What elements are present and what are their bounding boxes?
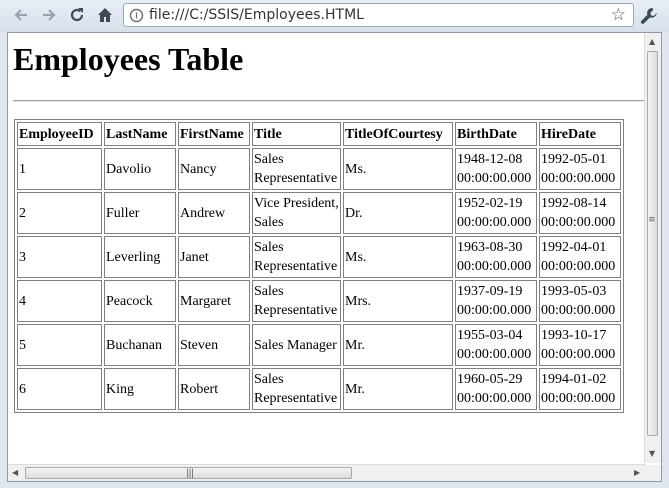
horizontal-rule <box>13 100 645 102</box>
cell-titleofcourtesy: Mr. <box>343 368 453 410</box>
cell-lastname: Davolio <box>104 148 176 190</box>
cell-titleofcourtesy: Mrs. <box>343 280 453 322</box>
cell-lastname: King <box>104 368 176 410</box>
table-row <box>17 368 621 410</box>
cell-titleofcourtesy: Ms. <box>343 148 453 190</box>
horizontal-scrollbar[interactable] <box>8 464 646 481</box>
cell-employeeid: 2 <box>17 192 102 234</box>
cell-birthdate: 1955-03-04 00:00:00.000 <box>455 324 537 366</box>
table-row <box>17 324 621 366</box>
scrollbar-corner <box>645 465 661 481</box>
star-icon[interactable]: ☆ <box>610 5 626 25</box>
cell-lastname: Buchanan <box>104 324 176 366</box>
cell-birthdate: 1948-12-08 00:00:00.000 <box>455 148 537 190</box>
header-birthdate: BirthDate <box>455 122 537 146</box>
header-employeeid: EmployeeID <box>17 122 102 146</box>
grip-icon: ||| <box>186 468 194 479</box>
cell-employeeid: 3 <box>17 236 102 278</box>
table-header-row <box>17 122 621 146</box>
vertical-scroll-thumb[interactable] <box>647 51 658 436</box>
scroll-right-arrow-icon[interactable]: ▶ <box>634 468 641 477</box>
cell-lastname: Peacock <box>104 280 176 322</box>
scroll-up-arrow-icon[interactable]: ▲ <box>649 37 656 46</box>
cell-firstname: Andrew <box>178 192 250 234</box>
address-bar[interactable] <box>123 3 634 27</box>
cell-titleofcourtesy: Ms. <box>343 236 453 278</box>
cell-lastname: Leverling <box>104 236 176 278</box>
cell-firstname: Nancy <box>178 148 250 190</box>
reload-icon[interactable] <box>66 4 88 26</box>
page-title: Employees Table <box>13 41 244 77</box>
cell-firstname: Steven <box>178 324 250 366</box>
forward-arrow-icon[interactable] <box>38 4 60 26</box>
url-text[interactable]: file:///C:/SSIS/Employees.HTML <box>149 7 364 23</box>
table-row <box>17 192 621 234</box>
cell-hiredate: 1992-08-14 00:00:00.000 <box>539 192 621 234</box>
cell-title: Sales Representative <box>252 148 341 190</box>
page-viewport <box>7 32 662 482</box>
table-row <box>17 236 621 278</box>
vertical-scrollbar[interactable] <box>644 33 661 463</box>
cell-hiredate: 1992-04-01 00:00:00.000 <box>539 236 621 278</box>
horizontal-scroll-thumb[interactable] <box>25 467 352 479</box>
header-firstname: FirstName <box>178 122 250 146</box>
back-arrow-icon[interactable] <box>10 4 32 26</box>
header-titleofcourtesy: TitleOfCourtesy <box>343 122 453 146</box>
cell-employeeid: 1 <box>17 148 102 190</box>
header-hiredate: HireDate <box>539 122 621 146</box>
page-icon <box>129 8 144 23</box>
browser-toolbar <box>0 0 669 32</box>
grip-icon: ≡ <box>648 215 656 225</box>
scroll-left-arrow-icon[interactable]: ◀ <box>12 468 19 477</box>
cell-employeeid: 5 <box>17 324 102 366</box>
cell-employeeid: 6 <box>17 368 102 410</box>
cell-birthdate: 1960-05-29 00:00:00.000 <box>455 368 537 410</box>
cell-birthdate: 1937-09-19 00:00:00.000 <box>455 280 537 322</box>
cell-titleofcourtesy: Mr. <box>343 324 453 366</box>
cell-firstname: Robert <box>178 368 250 410</box>
table-row <box>17 148 621 190</box>
cell-title: Sales Manager <box>252 324 341 366</box>
header-lastname: LastName <box>104 122 176 146</box>
home-icon[interactable] <box>94 4 116 26</box>
cell-titleofcourtesy: Dr. <box>343 192 453 234</box>
cell-title: Sales Representative <box>252 280 341 322</box>
cell-hiredate: 1992-05-01 00:00:00.000 <box>539 148 621 190</box>
cell-title: Vice President, Sales <box>252 192 341 234</box>
header-title: Title <box>252 122 341 146</box>
employees-table <box>14 119 624 413</box>
cell-title: Sales Representative <box>252 368 341 410</box>
cell-birthdate: 1963-08-30 00:00:00.000 <box>455 236 537 278</box>
cell-title: Sales Representative <box>252 236 341 278</box>
cell-firstname: Margaret <box>178 280 250 322</box>
cell-hiredate: 1993-10-17 00:00:00.000 <box>539 324 621 366</box>
cell-firstname: Janet <box>178 236 250 278</box>
cell-lastname: Fuller <box>104 192 176 234</box>
scroll-down-arrow-icon[interactable]: ▼ <box>649 449 656 458</box>
page-content <box>8 33 646 463</box>
table-row <box>17 280 621 322</box>
cell-hiredate: 1993-05-03 00:00:00.000 <box>539 280 621 322</box>
cell-employeeid: 4 <box>17 280 102 322</box>
cell-hiredate: 1994-01-02 00:00:00.000 <box>539 368 621 410</box>
cell-birthdate: 1952-02-19 00:00:00.000 <box>455 192 537 234</box>
wrench-icon[interactable] <box>639 6 659 26</box>
